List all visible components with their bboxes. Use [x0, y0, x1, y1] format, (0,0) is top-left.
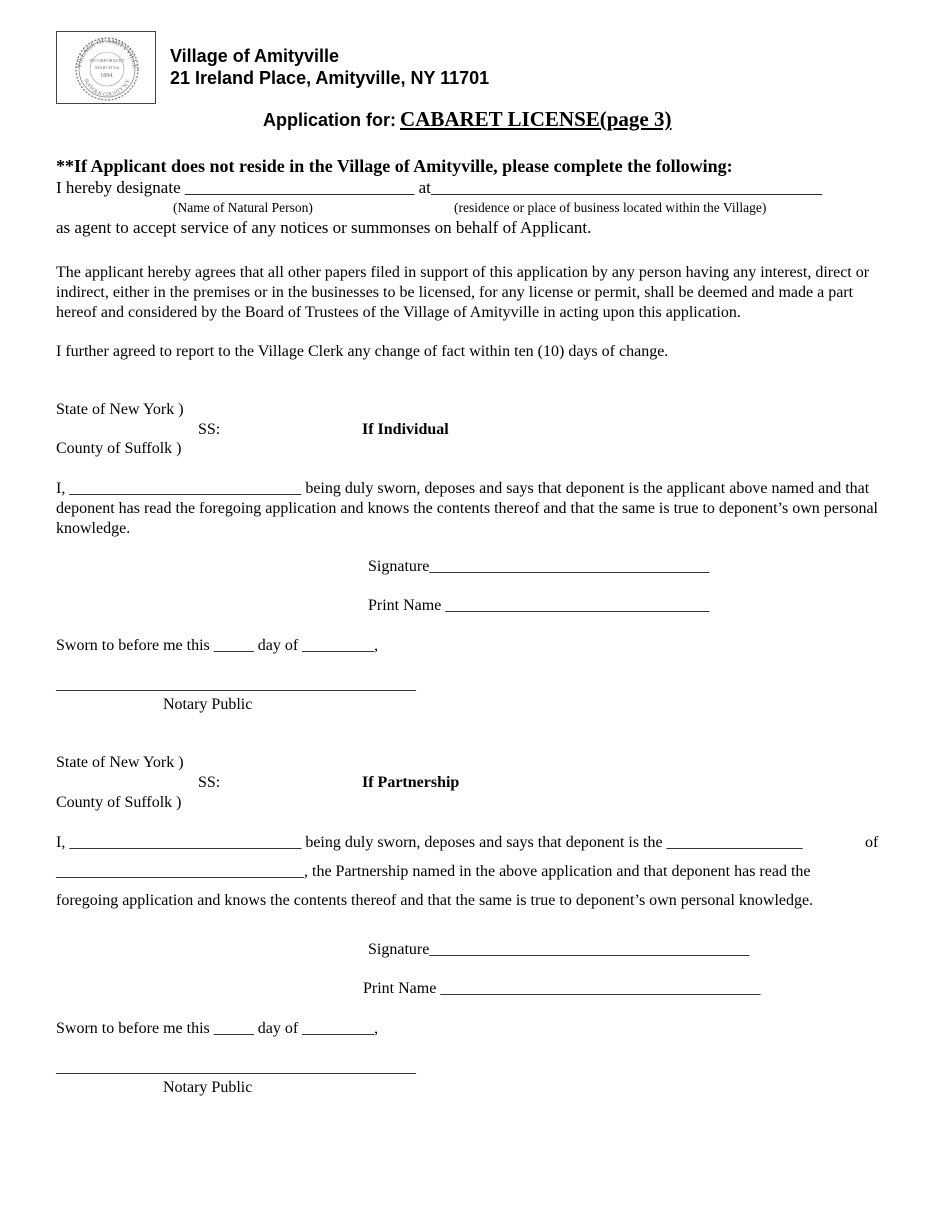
partnership-oath-line-1: I, _____________________________ being duly sworn, deposes and says that deponent is the _________________ [56, 834, 803, 851]
individual-ss: SS: [198, 421, 221, 438]
individual-sworn-line: Sworn to before me this _____ day of _________, [56, 637, 379, 654]
designate-line: I hereby designate ___________________________ at______________________________________________ [56, 178, 822, 197]
individual-oath: I, _____________________________ being duly sworn, deposes and says that deponent is the applicant above named and that deponent has read the foregoing application and knows the contents thereof and that the same is true to deponent’s own personal knowledge. [56, 480, 878, 537]
svg-text:1894.: 1894. [100, 73, 114, 79]
individual-notary-signature-line: _____________________________________________ [56, 676, 416, 693]
village-name: Village of Amityville [170, 46, 340, 66]
application-title-label: Application for: [263, 110, 396, 130]
non-resident-heading: **If Applicant does not reside in the Village of Amityville, please complete the following: [56, 156, 733, 176]
partnership-notary-label: Notary Public [163, 1079, 253, 1096]
individual-notary-label: Notary Public [163, 696, 253, 713]
village-address: 21 Ireland Place, Amityville, NY 11701 [170, 68, 490, 88]
agent-service-line: as agent to accept service of any notices or summonses on behalf of Applicant. [56, 218, 592, 237]
individual-county: County of Suffolk ) [56, 440, 182, 457]
partnership-state: State of New York ) [56, 754, 184, 771]
agreement-paragraph: The applicant hereby agrees that all other papers filed in support of this application by any person having any interest, direct or indirect, either in the premises or in the businesses to be licensed, for any license or permit, shall be deemed and made a part hereof and considered by the Board of Trustees of the Village of Amityville in acting upon this application. [56, 264, 870, 321]
svg-text:VILLAGE OF AMITYVILLE: VILLAGE OF AMITYVILLE [75, 37, 139, 69]
partnership-sworn-line: Sworn to before me this _____ day of _________, [56, 1020, 379, 1037]
name-caption: (Name of Natural Person) [173, 200, 313, 215]
individual-print-name-line: Print Name _________________________________ [368, 597, 710, 614]
svg-text:INCORPORATED: INCORPORATED [89, 58, 125, 63]
partnership-oath-line-2: _______________________________, the Partnership named in the above application and that deponent has read the [56, 863, 811, 880]
partnership-oath-of: of [865, 834, 879, 851]
partnership-print-name-line: Print Name ________________________________________ [363, 980, 761, 997]
svg-text:SUFFOLK COUNTY N.Y.: SUFFOLK COUNTY N.Y. [82, 77, 132, 99]
individual-signature-line: Signature___________________________________ [368, 558, 710, 575]
partnership-heading: If Partnership [362, 774, 460, 791]
application-type: CABARET LICENSE(page 3) [400, 107, 672, 131]
application-title [263, 107, 672, 132]
svg-text:MARCH 5th: MARCH 5th [95, 65, 119, 70]
residence-caption: (residence or place of business located within the Village) [454, 200, 767, 215]
village-seal-icon [69, 36, 145, 102]
partnership-signature-line: Signature________________________________________ [368, 941, 750, 958]
village-seal-frame [56, 31, 156, 104]
partnership-notary-signature-line: _____________________________________________ [56, 1059, 416, 1076]
partnership-county: County of Suffolk ) [56, 794, 182, 811]
partnership-oath-line-3: foregoing application and knows the contents thereof and that the same is true to deponent’s own personal knowledge. [56, 892, 814, 909]
individual-state: State of New York ) [56, 401, 184, 418]
partnership-ss: SS: [198, 774, 221, 791]
report-changes-paragraph: I further agreed to report to the Village Clerk any change of fact within ten (10) days of change. [56, 343, 669, 360]
individual-heading: If Individual [362, 421, 449, 438]
